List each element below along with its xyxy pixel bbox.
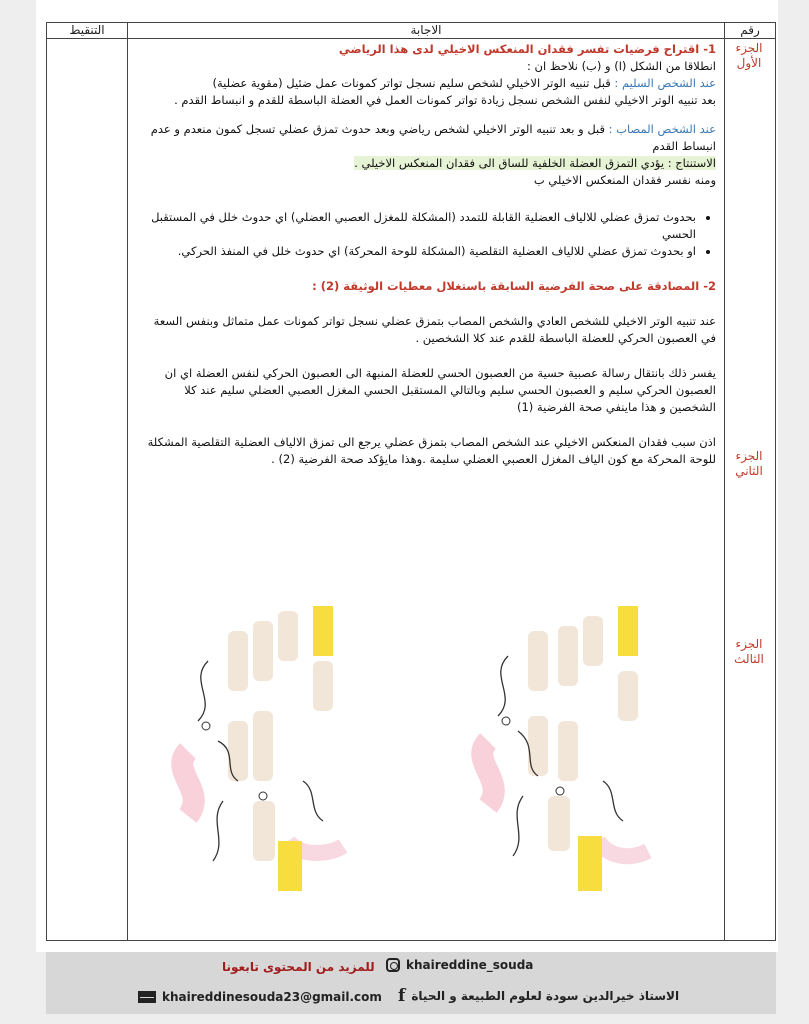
healthy-text: قبل تنبيه الوتر الاخيلي لشخص سليم نسجل تواتر كمونات عمل ضئيل (مقوية عضلية) — [212, 76, 611, 90]
section2-paragraph-3: اذن سبب فقدان المنعكس الاخيلي عند الشخص المصاب بتمزق عضلي يرجع الى تمزق الالياف العضلية التقلصية المشكلة للوحة المحركة مع كون الياف المغزل العصبي العضلي سليمة .وهذا مايؤكد صحة الفرضية (2) . — [147, 435, 716, 466]
email-text: khaireddinesouda23@gmail.com — [162, 990, 382, 1004]
conclusion-text: الاستنتاج : يؤدي التمزق العضلة الخلفية للساق الى فقدان المنعكس الاخيلي . — [354, 156, 716, 170]
hypothesis-1: • بحدوث تمزق عضلي للالياف العضلية القابلة للتمدد (المشكلة للمغزل العصبي العضلي) اي حدوث خلل في المستقبل الحسي — [136, 209, 696, 243]
answer-table — [46, 22, 776, 941]
footer-banner — [46, 952, 776, 1014]
instagram-handle[interactable] — [386, 958, 533, 972]
section2-title: 2- المصادقة على صحة الفرضية السابقة باستغلال معطيات الوثيقة (2) : — [312, 279, 716, 293]
injured-paragraph — [128, 121, 724, 155]
follow-text: للمزيد من المحتوى تابعونا — [222, 960, 375, 974]
answer-column — [128, 39, 725, 941]
mail-icon — [138, 991, 156, 1003]
hypothesis-2: • او بحدوث تمزق عضلي للالياف العضلية التقلصية (المشكلة للوحة المحركة) اي حدوث خلل في المنفذ الحركي. — [136, 243, 696, 260]
section2-paragraph-2: يفسر ذلك بانتقال رسالة عصبية حسية من العصبون الحسي للعضلة المنبهة الى العصبون الحركي لنفس العضلة اي ان العصبون الحركي سليم و العصبون الحسي سليم وبالتالي المستقبل الحسي المغزل العصبي العضلي سليم عند كلا الشخصين و هذا ماينفي صحة الفرضية (1) — [164, 366, 716, 414]
section2-paragraph-1: عند تنبيه الوتر الاخيلي للشخص العادي والشخص المصاب بتمزق عضلي نسجل تواتر كمونات عمل متماثل وبنفس السعة في العصبون الحركي للعضلة الباسطة للقدم عند كلا الشخصين . — [153, 314, 716, 345]
healthy-label: عند الشخص السليم : — [614, 76, 716, 90]
grade-column — [47, 39, 128, 941]
injured-label: عند الشخص المصاب : — [608, 122, 716, 136]
col-header-grade: التنقيط — [47, 23, 128, 39]
col-header-answer: الاجابة — [128, 23, 725, 39]
injured-text: قبل و بعد تنبيه الوتر الاخيلي لشخص رياضي وبعد حدوث تمزق عضلي تسجل كمون منعدم و عدم انبساط القدم — [150, 122, 716, 153]
diagram-right — [482, 606, 648, 891]
part2-label: الجزء الثاني — [735, 449, 763, 478]
instagram-text: khaireddine_souda — [406, 958, 534, 972]
instagram-icon — [386, 958, 400, 972]
explain-line: ومنه نفسر فقدان المنعكس الاخيلي ب — [533, 173, 716, 187]
healthy-paragraph — [128, 75, 724, 92]
teacher-text: الاستاذ خيرالدين سودة لعلوم الطبيعة و الحياة — [411, 989, 680, 1003]
part1-label: الجزء الأول — [735, 41, 763, 70]
section1-title: 1- اقتراح فرضيات تفسر فقدان المنعكس الاخيلي لدى هذا الرياضي — [338, 42, 716, 56]
email-contact[interactable] — [138, 990, 382, 1004]
conclusion — [128, 155, 724, 172]
parts-column — [725, 39, 776, 941]
healthy-text-2: بعد تنبيه الوتر الاخيلي لنفس الشخص نسجل زيادة تواتر كمونات العمل في العضلة الباسطة للقدم و انبساط القدم . — [174, 93, 716, 107]
teacher-line — [398, 986, 679, 1006]
diagrams-svg — [128, 601, 724, 901]
col-header-number: رقم — [725, 23, 776, 39]
part3-label: الجزء الثالث — [734, 637, 764, 666]
facebook-icon[interactable]: f — [398, 986, 406, 1006]
hypotheses-list — [128, 209, 724, 260]
handwritten-diagrams — [128, 601, 724, 901]
section1-intro: انطلاقا من الشكل (ا) و (ب) نلاحظ ان : — [527, 59, 716, 73]
diagram-left — [182, 606, 343, 891]
